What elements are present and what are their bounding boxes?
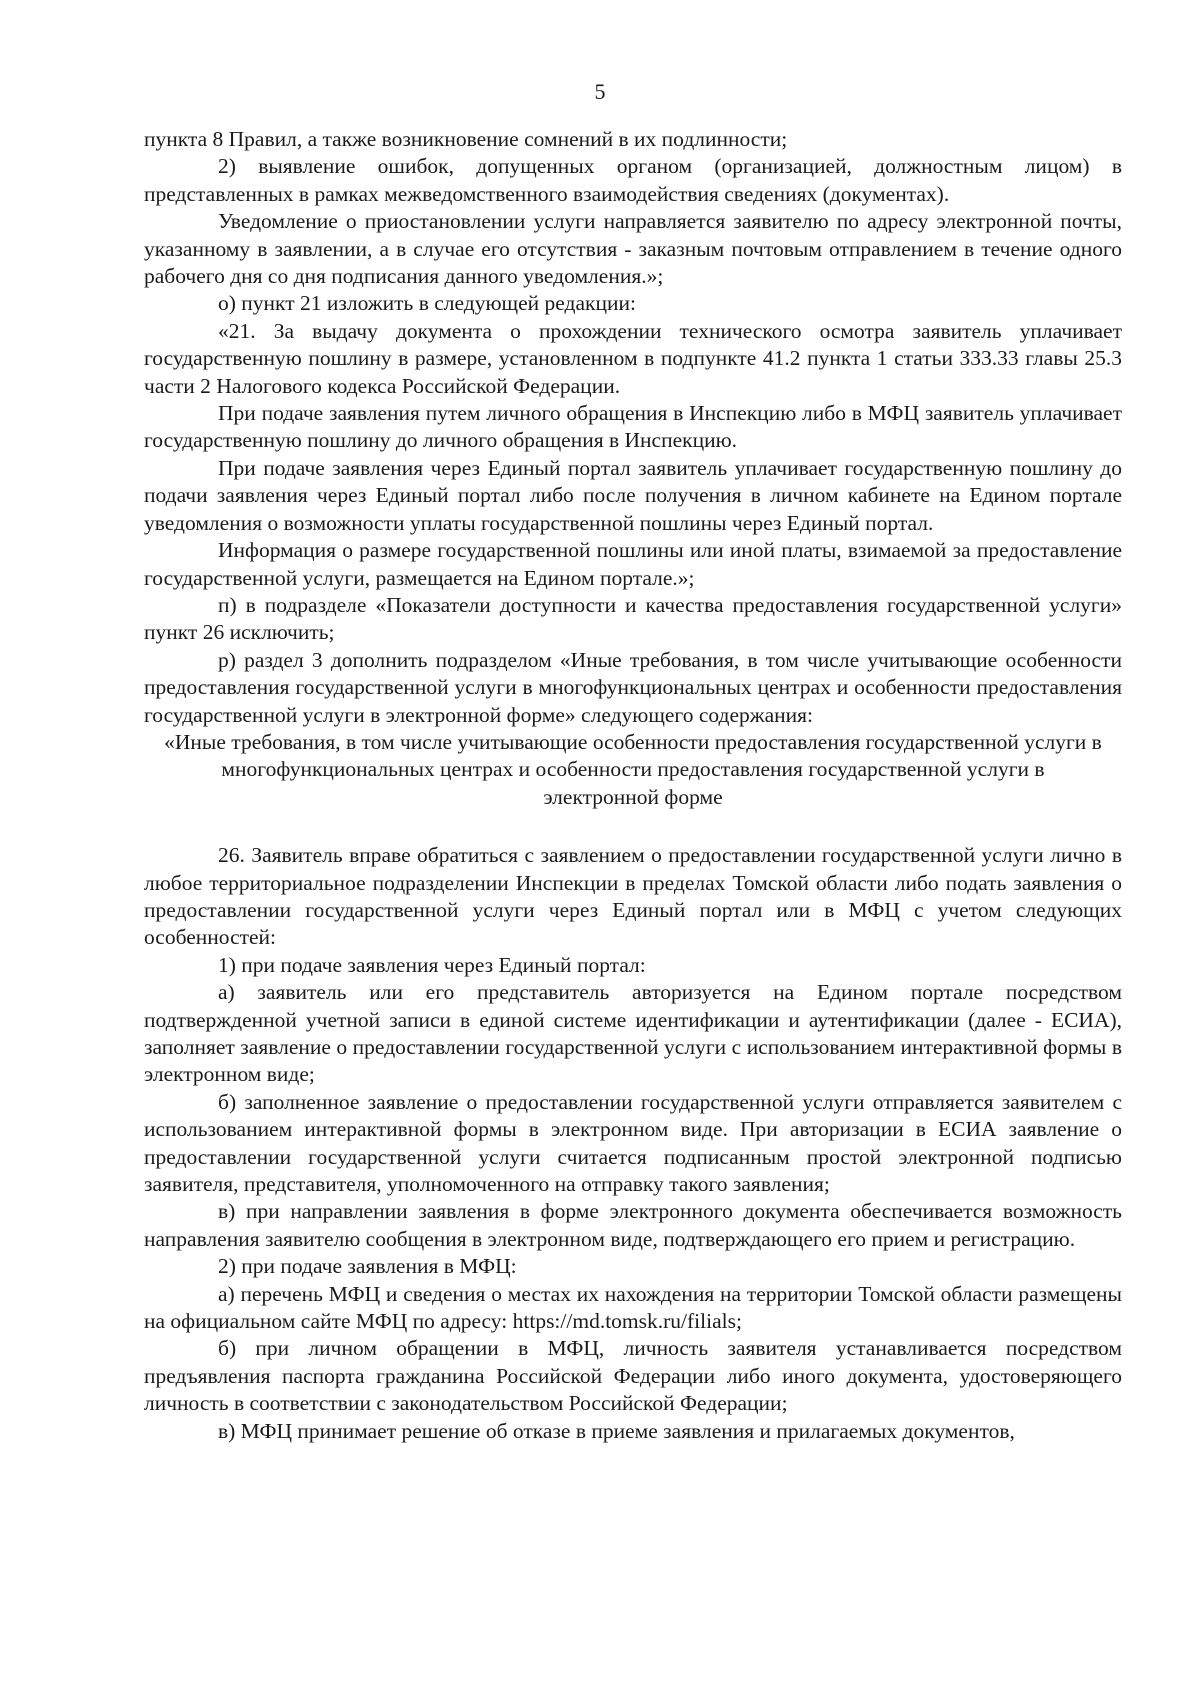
paragraph: б) при личном обращении в МФЦ, личность заявителя устанавливается посредством предъявления паспорта гражданина Российской Федерации либо иного документа, удостоверяющего личность в соответствии с законодательством Российской Федерации;: [144, 1336, 1122, 1416]
paragraph: 2) выявление ошибок, допущенных органом (организацией, должностным лицом) в представленных в рамках межведомственного взаимодействия сведениях (документах).: [144, 154, 1122, 206]
paragraph: а) заявитель или его представитель авторизуется на Едином портале посредством подтвержденной учетной записи в единой системе идентификации и аутентификации (далее - ЕСИА), заполняет заявление о предоставлении государственной услуги с использованием интерактивной формы в электронном виде;: [144, 980, 1122, 1087]
paragraph: «21. За выдачу документа о прохождении технического осмотра заявитель уплачивает государственную пошлину в размере, установленном в подпункте 41.2 пункта 1 статьи 333.33 главы 25.3 части 2 Налогового кодекса Российской Федерации.: [144, 318, 1122, 398]
paragraph: п) в подразделе «Показатели доступности и качества предоставления государственной услуги» пункт 26 исключить;: [144, 592, 1122, 645]
paragraph: пункта 8 Правил, а также возникновение сомнений в их подлинности;: [144, 127, 788, 151]
paragraph: в) при направлении заявления в форме электронного документа обеспечивается возможность направления заявителю сообщения в электронном виде, подтверждающего его прием и регистрацию.: [144, 1199, 1122, 1251]
page-number: 5: [594, 79, 606, 104]
section-heading: «Иные требования, в том числе учитывающие особенности предоставления государственной услуги в многофункциональных центрах и особенности предоставления государственной услуги в электронной форме: [164, 729, 1102, 809]
paragraph: 26. Заявитель вправе обратиться с заявлением о предоставлении государственной услуги лично в любое территориальное подразделении Инспекции в пределах Томской области либо подать заявления о предоставлении государственной услуги через Единый портал или в МФЦ с учетом следующих особенностей:: [144, 843, 1122, 950]
spacer: [144, 811, 1122, 842]
document-body: [144, 126, 1122, 1445]
paragraph: о) пункт 21 изложить в следующей редакции:: [218, 291, 636, 316]
paragraph: При подаче заявления путем личного обращения в Инспекцию либо в МФЦ заявитель уплачивает государственную пошлину до личного обращения в Инспекцию.: [144, 401, 1122, 453]
paragraph: р) раздел 3 дополнить подразделом «Иные требования, в том числе учитывающие особенности предоставления государственной услуги в многофункциональных центрах и особенности предоставления государственной услуги в электронной форме» следующего содержания:: [144, 647, 1122, 727]
paragraph: Уведомление о приостановлении услуги направляется заявителю по адресу электронной почты, указанному в заявлении, а в случае его отсутствия - заказным почтовым отправлением в течение одного рабочего дня со дня подписания данного уведомления.»;: [144, 209, 1122, 289]
paragraph: б) заполненное заявление о предоставлении государственной услуги отправляется заявителем с использованием интерактивной формы в электронном виде. При авторизации в ЕСИА заявление о предоставлении государственной услуги считается подписанным простой электронной подписью заявителя, представителя, уполномоченного на отправку такого заявления;: [144, 1089, 1122, 1197]
paragraph: а) перечень МФЦ и сведения о местах их нахождения на территории Томской области размещены на официальном сайте МФЦ по адресу: https://md.tomsk.ru/filials;: [144, 1281, 1122, 1334]
paragraph: 2) при подаче заявления в МФЦ:: [218, 1254, 517, 1279]
paragraph: 1) при подаче заявления через Единый портал:: [218, 952, 646, 977]
paragraph: в) МФЦ принимает решение об отказе в приеме заявления и прилагаемых документов,: [218, 1418, 1015, 1443]
paragraph: При подаче заявления через Единый портал заявитель уплачивает государственную пошлину до подачи заявления через Единый портал либо после получения в личном кабинете на Едином портале уведомления о возможности уплаты государственной пошлины через Единый портал.: [144, 455, 1122, 535]
paragraph: Информация о размере государственной пошлины или иной платы, взимаемой за предоставление государственной услуги, размещается на Едином портале.»;: [144, 538, 1122, 590]
